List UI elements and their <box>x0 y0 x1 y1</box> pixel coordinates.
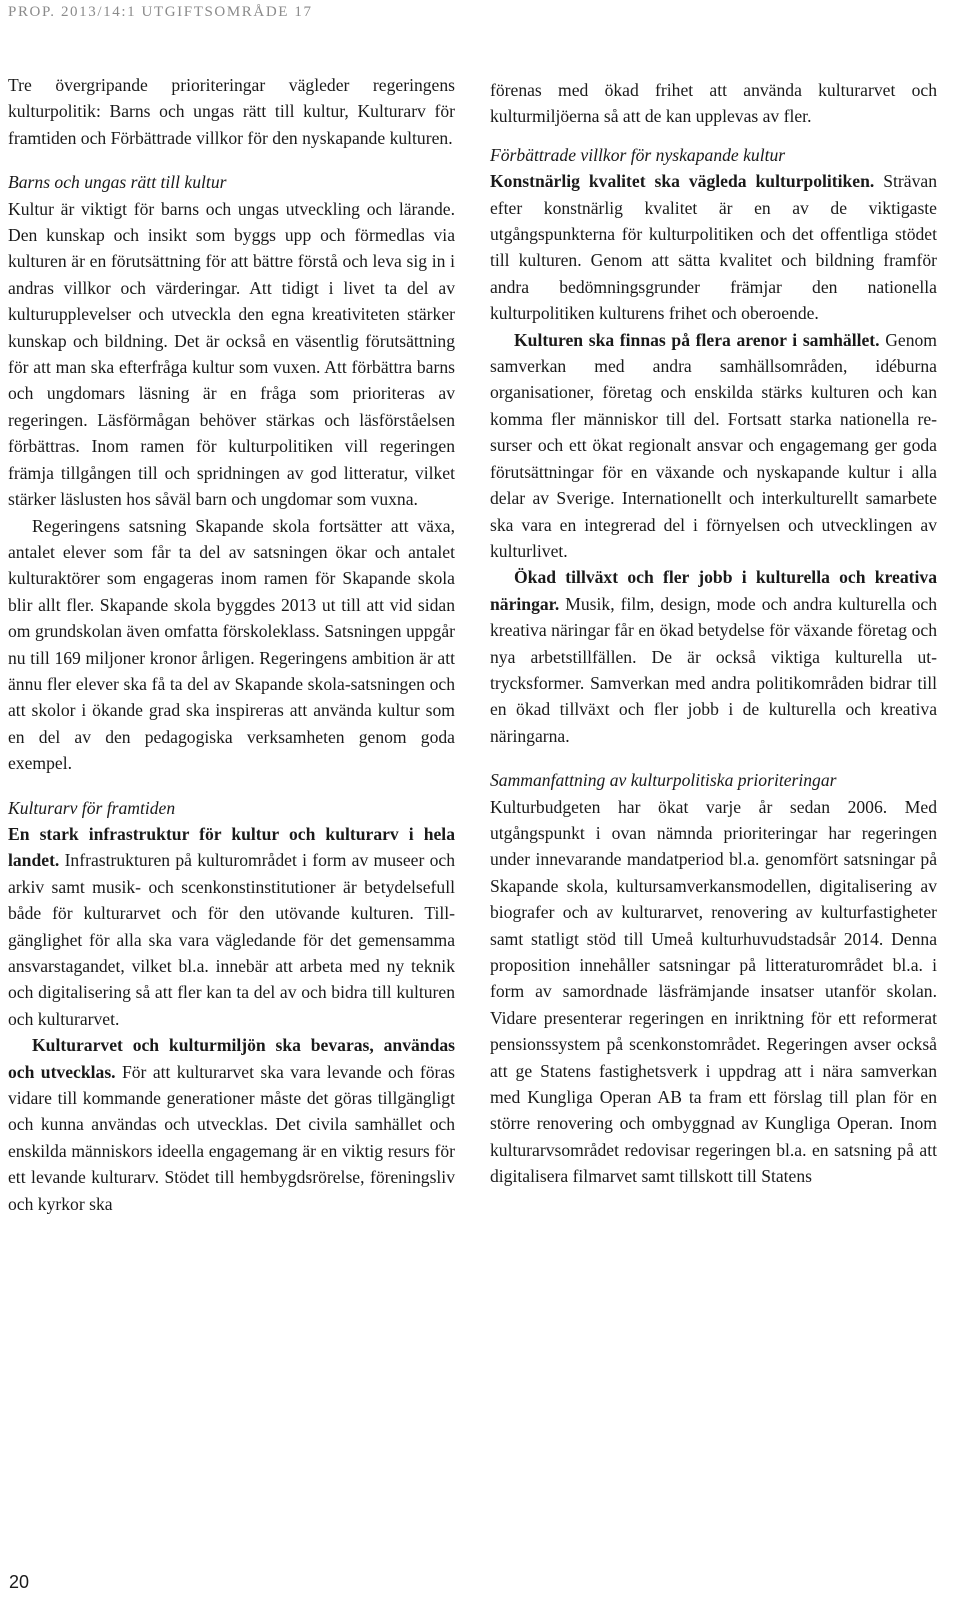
section-heading-new-culture: Förbättrade villkor för nyskapande kultur <box>490 144 786 165</box>
running-head: PROP. 2013/14:1 UTGIFTSOMRÅDE 17 <box>8 4 313 20</box>
section-heading-cultural-heritage: Kulturarv för framtiden <box>8 797 176 818</box>
body-paragraph <box>8 821 455 1032</box>
paragraph-text: För att kulturarvet ska vara levande och föras vidare till kommande generationer måste det göras tillgängligt och kunna användas och utvecklas. Det civila samhället och enskilda människors ideella engagemang är en viktig resurs för ett levande kulturarv. Stödet till hembygdsrörelse, föreningsliv och kyrkor ska <box>8 1061 456 1214</box>
lead-in-text: En stark infrastruktur för kultur och kulturarv i hela landet. <box>8 823 455 871</box>
right-column <box>490 77 937 1190</box>
lead-in-text: Konstnärlig kvalitet ska vägleda kulturpolitiken. <box>490 171 875 192</box>
intro-paragraph: Tre övergripande prioriteringar vägleder regeringens kulturpolitik: Barns och ungas rätt till kultur, Kulturarv för framtiden och Förbättrade villkor för den nyskapande kulturen. <box>8 75 455 148</box>
continuation-paragraph: förenas med ökad frihet att använda kulturarvet och kulturmiljöerna så att de kan upplevas av fler. <box>490 80 937 127</box>
lead-in-text: Kulturen ska finnas på flera arenor i samhället. <box>514 329 880 350</box>
page-number: 20 <box>9 1572 30 1592</box>
paragraph-text: Infrastrukturen på kulturområdet i form av museer och arkiv samt musik- och scenkonstinstitutioner är betydelsefull både för kulturarvet och för den utövande kulturen. Tillgänglighet för alla ska vara vägledande för det gemensamma ansvarstagandet, vilket bl.a. innebär att arbeta med ny teknik och digitalisering så att fler kan ta del av och bidra till kulturen och kulturarvet. <box>8 850 455 1029</box>
left-column <box>8 72 455 1217</box>
body-paragraph: Kulturbudgeten har ökat varje år sedan 2006. Med utgångspunkt i ovan nämnda prioriteringar har regeringen under innevarande mandatperiod bl.a. genomfört satsningar på Skapande skola, kultursamverkansmodellen, digitalisering av biografer och av kulturarvet, renovering av kulturfastigheter samt statligt stöd till Umeå kulturhuvudstadsår 2014. Denna proposition innehåller satsningar på litteraturområdet bl.a. i form av samordnade läsfrämjande insatser utanför skolan. Vidare presenterar regeringen en inriktning för ett reformerat pensionssystem på scenkonstområdet. Regeringen avser också att ge Statens fastighetsverk i uppdrag att i nära samverkan med Kungliga Operan AB ta fram ett förslag till plan för en större renovering och ombyggnad av Kungliga Operan. Inom kulturarvsområdet redovisar regeringen bl.a. en satsning på att digitalisera filmarvet samt tillskott till Statens <box>490 796 937 1187</box>
section-heading-childrens-culture: Barns och ungas rätt till kultur <box>8 172 227 193</box>
body-paragraph <box>8 1032 455 1217</box>
paragraph-text: Strävan efter konstnärlig kvalitet är en av de viktigaste utgångspunkterna för kulturpolitiken och det offentliga stödet till kulturen. Genom att sätta kvalitet och bildning framför andra bedömningsgrunder främjar den nationella kulturpolitiken kulturens frihet och oberoende. <box>490 171 937 324</box>
body-paragraph <box>490 168 937 326</box>
lead-in-text: Ökad tillväxt och fler jobb i kulturella och kreativa näringar. <box>490 567 937 614</box>
body-paragraph: Kultur är viktigt för barns och ungas utveckling och lärande. Den kunskap och insikt som byggs upp och förmedlas via kulturen är en förutsättning för att bättre förstå och leva sig in i andras villkor och värderingar. Att tidigt i livet ta del av kulturupplevelser och utveckla den egna kreativiteten stärker kunskap och bildning. Det är också en väsentlig förutsättning för att man ska efterfråga kultur som vuxen. Att förbättra barns och ungdomars läsning är en fråga som prioriteras av regeringen. Läsförmågan behöver stärkas och läsförståelsen förbättras. Inom ramen för kulturpolitiken vill regeringen främja tillgången till och spridningen av god litteratur, vilket stärker läslusten hos såväl barn och ungdomar som vuxna. <box>8 198 455 510</box>
lead-in-text: Kulturarvet och kulturmiljön ska bevaras, användas och utvecklas. <box>8 1035 455 1082</box>
paragraph-text: Genom samverkan med andra samhällsområden, idéburna organisationer, företag och enskilda stärks kulturen och kan komma fler människor till del. Fortsatt starka nationella resurser och ett ökat regionalt ansvar och engagemang ger goda förutsättningar för en växande och nyskapande kultur i alla delar av Sverige. Internationellt och interkulturellt samarbete ska vara en integrerad del i förnyelsen och utvecklingen av kulturlivet. <box>490 329 937 561</box>
body-paragraph: Regeringens satsning Skapande skola fortsätter att växa, antalet elever som får ta del av satsningen ökar och antalet kulturaktörer som engageras inom ramen för Skapande skola blir allt fler. Skapande skola byggdes 2013 ut till att vid sidan om grundskolan även omfatta förskoleklass. Satsningen uppgår nu till 169 miljoner kronor årligen. Regeringens ambition är att ännu fler elever ska få ta del av Skapande skola-satsningen och att skolor i ökande grad ska inspireras att använda kultur som en del av den pedagogiska verksamheten genom goda exempel. <box>8 515 455 774</box>
paragraph-text: Musik, film, design, mode och andra kulturella och kreativa näringar får en ökad betydelse för växande företag och nya arbetstillfällen. De är också viktiga kulturella uttrycksformer. Samverkan med andra politikområden bidrar till en ökad tillväxt och fler jobb i de kulturella och kreativa näringarna. <box>490 593 937 746</box>
body-paragraph <box>490 327 937 565</box>
body-paragraph <box>490 564 937 749</box>
section-heading-summary: Sammanfattning av kulturpolitiska prioriteringar <box>490 770 837 791</box>
